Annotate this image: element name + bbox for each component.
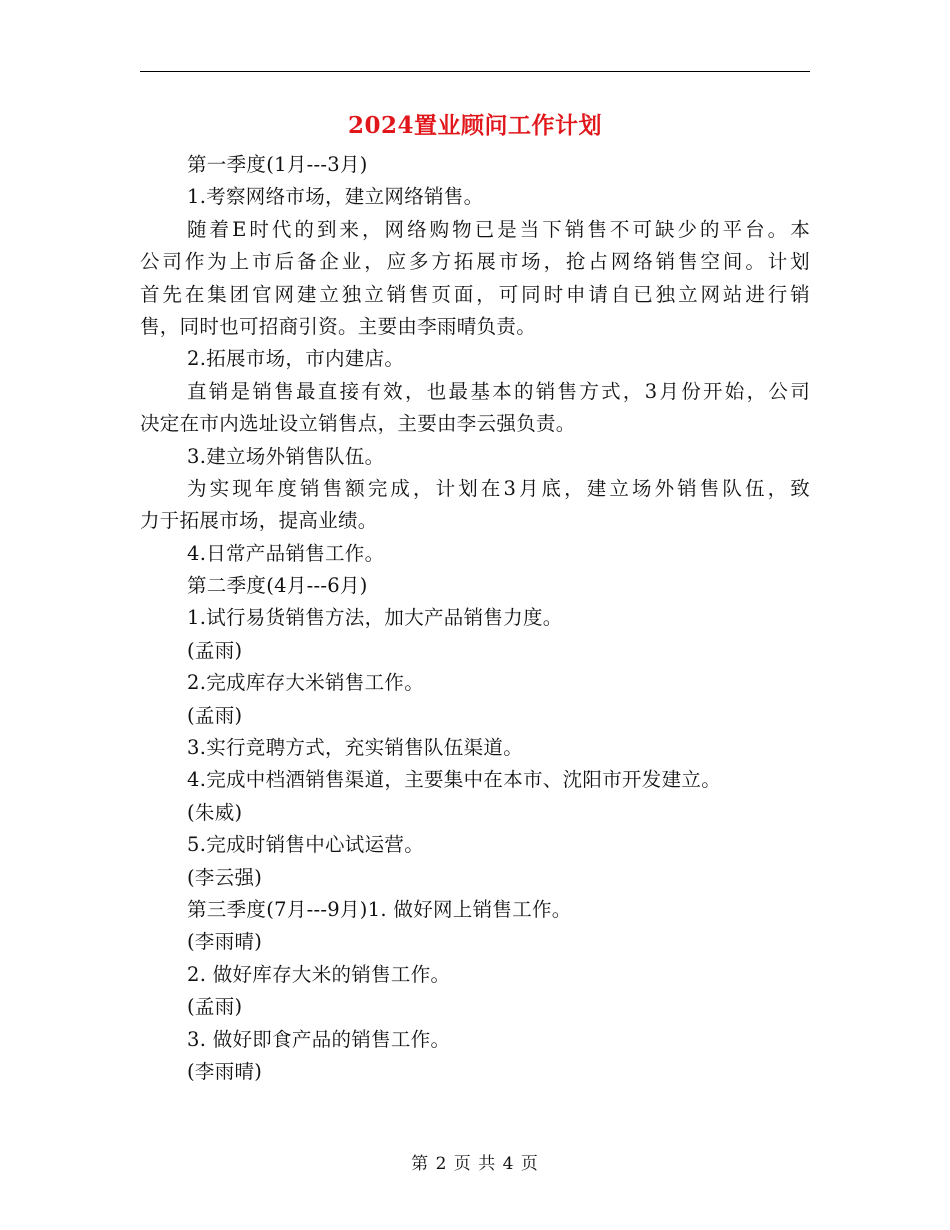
body-line: (李雨晴): [187, 1059, 263, 1083]
body-line: 随着E时代的到来，网络购物已是当下销售不可缺少的平台。本: [187, 217, 810, 241]
page-number-footer: 第 2 页 共 4 页: [411, 1154, 539, 1174]
body-line: (孟雨): [187, 995, 243, 1019]
body-line: (李雨晴): [187, 930, 263, 954]
body-line: 力于拓展市场，提高业绩。: [140, 509, 378, 533]
body-line: 1.考察网络市场，建立网络销售。: [187, 185, 484, 209]
document-body: [140, 149, 810, 1088]
body-line: 2. 做好库存大米的销售工作。: [187, 962, 451, 986]
body-line: 2.完成库存大米销售工作。: [187, 671, 425, 695]
body-line: 第二季度(4月---6月): [187, 574, 368, 598]
body-line: 5.完成时销售中心试运营。: [187, 833, 425, 857]
body-line: 3.建立场外销售队伍。: [187, 444, 385, 468]
body-line: (孟雨): [187, 638, 243, 662]
body-line: 公司作为上市后备企业，应多方拓展市场，抢占网络销售空间。计划: [140, 250, 810, 274]
document-title: 2024置业顾问工作计划: [347, 112, 602, 139]
body-line: 2.拓展市场，市内建店。: [187, 347, 405, 371]
body-line: 首先在集团官网建立独立销售页面，可同时申请自已独立网站进行销: [140, 282, 810, 306]
body-line: 为实现年度销售额完成，计划在3月底，建立场外销售队伍，致: [187, 476, 810, 500]
body-line: (朱威): [187, 800, 243, 824]
body-line: (孟雨): [187, 703, 243, 727]
body-line: 4.完成中档酒销售渠道，主要集中在本市、沈阳市开发建立。: [187, 768, 722, 792]
body-line: 3.实行竞聘方式，充实销售队伍渠道。: [187, 736, 524, 760]
body-line: 决定在市内选址设立销售点，主要由李云强负责。: [140, 412, 576, 436]
body-line: 3. 做好即食产品的销售工作。: [187, 1027, 451, 1051]
body-line: 第三季度(7月---9月)1. 做好网上销售工作。: [187, 897, 572, 921]
body-line: (李云强): [187, 865, 263, 889]
header-rule: [140, 71, 810, 72]
body-line: 直销是销售最直接有效，也最基本的销售方式，3月份开始，公司: [187, 379, 810, 403]
body-line: 4.日常产品销售工作。: [187, 541, 385, 565]
body-line: 售，同时也可招商引资。主要由李雨晴负责。: [140, 314, 537, 338]
body-line: 1.试行易货销售方法，加大产品销售力度。: [187, 606, 563, 630]
body-line: 第一季度(1月---3月): [187, 153, 368, 176]
